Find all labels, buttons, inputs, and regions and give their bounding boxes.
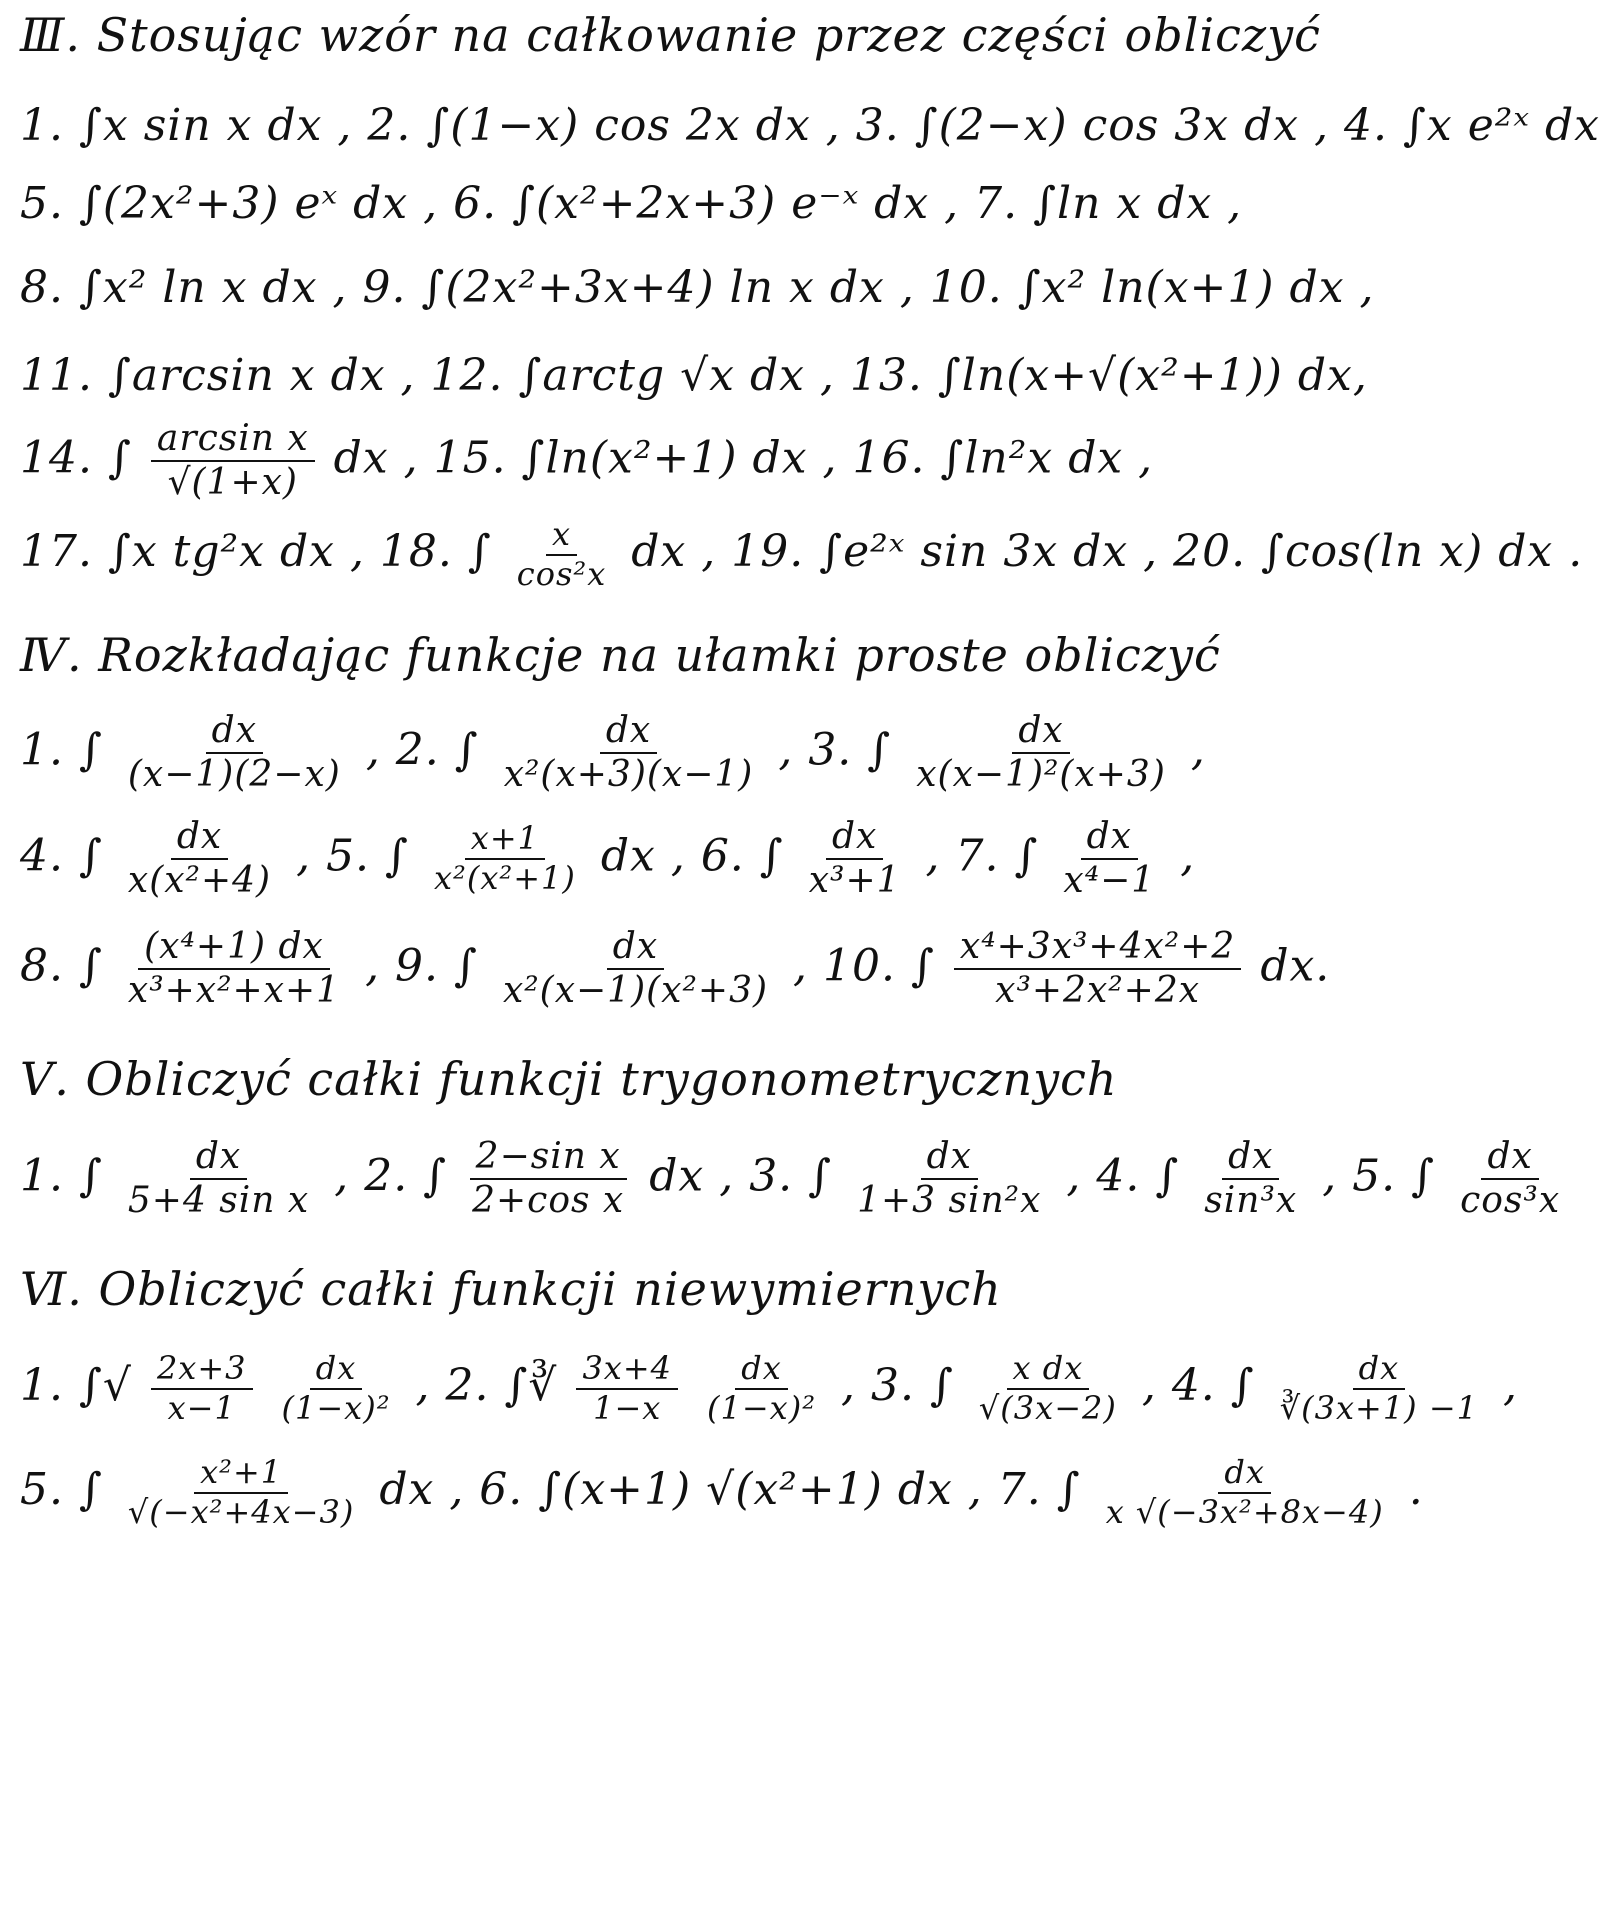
section-iii-line-1: 1. ∫x sin x dx , 2. ∫(1−x) cos 2x dx , 3. ∫(2−x) cos 3x dx , 4. ∫x e²ˣ dx — [20, 100, 1600, 151]
fraction-denominator: x−1 — [167, 1388, 236, 1427]
problem-iv-10-label: , 10. ∫ — [793, 940, 935, 992]
problem-iv-8-fraction — [122, 928, 346, 1010]
section-iii-line-5 — [20, 420, 1410, 502]
fraction-numerator: dx — [310, 1352, 363, 1390]
fraction-denominator: x³+1 — [808, 859, 901, 901]
differential: dx — [379, 1464, 435, 1516]
differential: dx. — [1260, 940, 1331, 992]
fraction-denominator: 2+cos x — [472, 1179, 625, 1221]
problem-iv-2-fraction — [498, 712, 760, 794]
problem-v-1-label: 1. ∫ — [20, 1150, 103, 1202]
fraction-numerator: dx — [1481, 1138, 1538, 1180]
problem-14-fraction — [151, 420, 315, 502]
section-iii-line-2: 5. ∫(2x²+3) eˣ dx , 6. ∫(x²+2x+3) e⁻ˣ dx , 7. ∫ln x dx , — [20, 178, 1243, 229]
fraction-numerator: x+1 — [465, 822, 545, 860]
fraction-denominator: ∛(3x+1) −1 — [1279, 1388, 1478, 1427]
problem-iv-3-fraction — [910, 712, 1172, 794]
section-vi-row-2 — [20, 1453, 1424, 1531]
fraction-numerator: dx — [1222, 1138, 1279, 1180]
differential: dx — [600, 830, 656, 882]
fraction-denominator: √(3x−2) — [978, 1388, 1117, 1427]
fraction-numerator: 2−sin x — [470, 1138, 627, 1180]
fraction-denominator: 1+3 sin²x — [857, 1179, 1042, 1221]
problem-14-label: 14. ∫ — [20, 432, 132, 484]
problem-vi-1-radicand — [151, 1349, 253, 1427]
fraction-denominator: (x−1)(2−x) — [127, 753, 341, 795]
section-iii-line-6 — [20, 515, 1584, 593]
problem-iv-7-label: , 7. ∫ — [925, 830, 1039, 882]
problem-vi-2-fraction — [701, 1349, 822, 1427]
row-end: , — [1180, 830, 1196, 882]
problem-vi-6: , 6. ∫(x+1) √(x²+1) dx , — [449, 1464, 983, 1516]
problem-iv-1-label: 1. ∫ — [20, 724, 103, 776]
fraction-denominator: x³+2x²+2x — [995, 969, 1201, 1011]
problem-vi-1-label: 1. ∫√ — [20, 1360, 132, 1412]
fraction-denominator: (1−x)² — [281, 1388, 391, 1427]
section-v-row-1 — [20, 1136, 1561, 1221]
problem-vi-1-fraction — [276, 1349, 397, 1427]
fraction-denominator: x(x²+4) — [127, 859, 272, 901]
fraction-denominator: 1−x — [593, 1388, 662, 1427]
section-iv-heading: Ⅳ. Rozkładając funkcje na ułamki proste obliczyć — [20, 628, 1221, 682]
fraction-denominator: √(−x²+4x−3) — [127, 1492, 355, 1531]
fraction-denominator: x(x−1)²(x+3) — [916, 753, 1166, 795]
problem-vi-2-radicand — [576, 1349, 678, 1427]
fraction-numerator: dx — [171, 818, 228, 860]
fraction-numerator: dx — [206, 712, 263, 754]
problem-iv-10-fraction — [954, 928, 1241, 1010]
problem-iv-4-fraction — [122, 818, 277, 900]
fraction-denominator: x²(x−1)(x²+3) — [502, 969, 769, 1011]
fraction-denominator: x √(−3x²+8x−4) — [1105, 1492, 1384, 1531]
problem-v-4-label: , 4. ∫ — [1066, 1150, 1180, 1202]
problem-18-numerator: x — [546, 518, 577, 556]
fraction-numerator: dx — [921, 1138, 978, 1180]
fraction-numerator: x²+1 — [194, 1456, 288, 1494]
problem-v-2-fraction — [466, 1138, 630, 1220]
fraction-denominator: x⁴−1 — [1063, 859, 1156, 901]
line-5-rest: dx , 15. ∫ln(x²+1) dx , 16. ∫ln²x dx , — [333, 432, 1154, 484]
fraction-numerator: dx — [1353, 1352, 1406, 1390]
problem-vi-3-label: , 3. ∫ — [841, 1360, 954, 1412]
problem-iv-5-label: , 5. ∫ — [296, 830, 409, 882]
problem-17-18-label: 17. ∫x tg²x dx , 18. ∫ — [20, 526, 492, 578]
section-iv-row-2 — [20, 818, 1410, 900]
problem-vi-5-label: 5. ∫ — [20, 1464, 103, 1516]
problem-v-5-label: , 5. ∫ — [1322, 1150, 1436, 1202]
fraction-denominator: x²(x+3)(x−1) — [503, 753, 754, 795]
problem-vi-5-fraction — [122, 1453, 360, 1531]
problem-14-numerator: arcsin x — [151, 420, 315, 462]
fraction-numerator: dx — [190, 1138, 247, 1180]
problem-iv-8-label: 8. ∫ — [20, 940, 103, 992]
line-6-rest: dx , 19. ∫e²ˣ sin 3x dx , 20. ∫cos(ln x) dx . — [631, 526, 1584, 578]
problem-14-denominator: √(1+x) — [167, 461, 298, 503]
fraction-denominator: x³+x²+x+1 — [127, 969, 341, 1011]
row-end: , — [1190, 724, 1206, 776]
fraction-numerator: dx — [1218, 1456, 1271, 1494]
fraction-numerator: (x⁴+1) dx — [138, 928, 330, 970]
section-iv-row-3 — [20, 928, 1410, 1010]
row-end: , — [1503, 1360, 1518, 1412]
section-vi-heading: Ⅵ. Obliczyć całki funkcji niewymiernych — [20, 1262, 1002, 1316]
problem-vi-4-fraction — [1274, 1349, 1484, 1427]
problem-iv-4-label: 4. ∫ — [20, 830, 103, 882]
problem-vi-4-label: , 4. ∫ — [1141, 1360, 1255, 1412]
problem-iv-9-label: , 9. ∫ — [365, 940, 478, 992]
section-iv-row-1 — [20, 712, 1410, 794]
fraction-numerator: 3x+4 — [576, 1352, 678, 1390]
problem-v-3-fraction — [851, 1138, 1047, 1220]
fraction-numerator: dx — [826, 818, 883, 860]
problem-vi-7-label: 7. ∫ — [997, 1464, 1081, 1516]
fraction-numerator: x⁴+3x³+4x²+2 — [954, 928, 1241, 970]
fraction-numerator: dx — [607, 928, 664, 970]
fraction-numerator: 2x+3 — [151, 1352, 253, 1390]
section-vi-row-1 — [20, 1349, 1518, 1427]
fraction-numerator: dx — [600, 712, 657, 754]
problem-18-denominator: cos²x — [516, 554, 607, 593]
row-end: . — [1408, 1464, 1424, 1516]
fraction-numerator: x dx — [1007, 1352, 1090, 1390]
section-iii-line-3: 8. ∫x² ln x dx , 9. ∫(2x²+3x+4) ln x dx , 10. ∫x² ln(x+1) dx , — [20, 262, 1375, 313]
section-iii-heading: Ⅲ. Stosując wzór na całkowanie przez części obliczyć — [20, 8, 1321, 62]
fraction-denominator: 5+4 sin x — [127, 1179, 310, 1221]
problem-v-1-fraction — [122, 1138, 315, 1220]
fraction-numerator: dx — [735, 1352, 788, 1390]
problem-iv-9-fraction — [497, 928, 774, 1010]
problem-iv-6-label: , 6. ∫ — [670, 830, 784, 882]
problem-v-4-fraction — [1198, 1138, 1303, 1220]
problem-iv-6-fraction — [803, 818, 907, 900]
fraction-numerator: dx — [1012, 712, 1069, 754]
section-iii-line-4: 11. ∫arcsin x dx , 12. ∫arctg √x dx , 13. ∫ln(x+√(x²+1)) dx, — [20, 350, 1368, 401]
problem-v-3-label: , 3. ∫ — [719, 1150, 833, 1202]
problem-v-5-fraction — [1454, 1138, 1566, 1220]
problem-iv-5-fraction — [428, 819, 582, 897]
differential: dx — [649, 1150, 705, 1202]
problem-18-fraction — [511, 515, 612, 593]
problem-iv-1-fraction — [122, 712, 347, 794]
problem-v-2-label: , 2. ∫ — [334, 1150, 448, 1202]
problem-vi-7-fraction — [1100, 1453, 1390, 1531]
fraction-denominator: cos³x — [1460, 1179, 1561, 1221]
problem-vi-3-fraction — [973, 1349, 1123, 1427]
problem-iv-7-fraction — [1057, 818, 1161, 900]
fraction-denominator: x²(x²+1) — [433, 858, 576, 897]
problem-vi-2-label: , 2. ∫∛ — [415, 1360, 558, 1412]
fraction-denominator: (1−x)² — [707, 1388, 817, 1427]
problem-iv-3-label: , 3. ∫ — [778, 724, 892, 776]
problem-iv-2-label: , 2. ∫ — [365, 724, 479, 776]
fraction-numerator: dx — [1081, 818, 1138, 860]
fraction-denominator: sin³x — [1204, 1179, 1298, 1221]
section-v-heading: Ⅴ. Obliczyć całki funkcji trygonometrycznych — [20, 1052, 1118, 1106]
